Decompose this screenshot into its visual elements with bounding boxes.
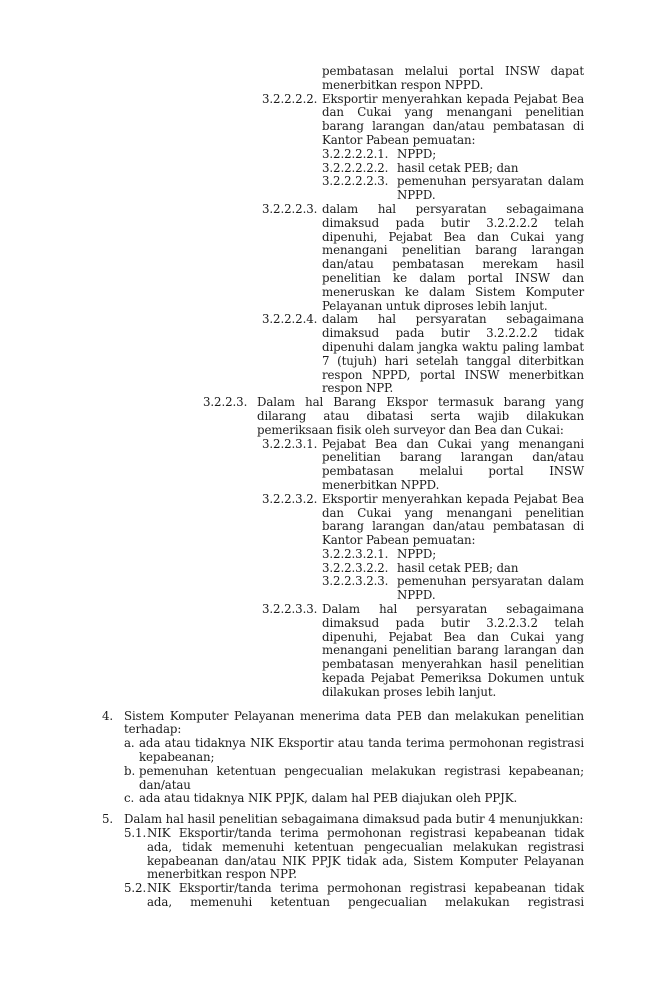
clause-number: 3.2.2.2.2. [262,91,318,106]
clause-number: 3.2.2.3.2.1. [322,546,389,561]
item-4-sublist [124,737,584,806]
clause-text: hasil cetak PEB; dan [397,560,519,575]
item-5-sublist [124,827,584,910]
clause-number: 3.2.2.2.3. [262,201,318,216]
clause-text: pemenuhan persyaratan dalam NPPD. [397,174,584,203]
clause-3-2-2-3-2 [262,493,584,603]
item-number: 5.2. [124,881,147,896]
clause-3-2-2-2-2-2 [322,162,584,176]
clause-3-2-2-2-1-continuation-text: pembatasan melalui portal INSW dapat menerbitkan respon NPPD. [322,64,584,92]
item-text: ada atau tidaknya NIK Eksportir atau tanda terima permohonan registrasi kepabeanan; [139,736,584,765]
clause-text: Eksportir menyerahkan kepada Pejabat Bea dan Cukai yang menangani penelitian barang larangan dan/atau pembatasan di Kantor Pabean pemuatan: [322,91,584,147]
item-text: NIK Eksportir/tanda terima permohonan registrasi kepabeanan tidak ada, memenuhi ketentuan pengecualian melakukan registrasi [147,881,584,910]
item-letter: b. [124,763,136,778]
item-4 [102,710,584,807]
clause-text: Dalam hal persyaratan sebagaimana dimaksud pada butir 3.2.2.3.2 telah dipenuhi, Pejabat Bea dan Cukai yang menangani penelitian barang larangan dan pembatasan menyerahkan hasil penelitian kepada Pejabat Pemeriksa Dokumen untuk dilakukan proses lebih lanjut. [322,602,584,699]
clause-3-2-2-3-2-2 [322,562,584,576]
clause-text: NPPD; [397,546,437,561]
clause-number: 3.2.2.3.2.2. [322,560,389,575]
clause-3-2-2-3-2-3 [322,575,584,603]
clause-number: 3.2.2.3.3. [262,602,318,617]
item-number: 5. [102,812,114,827]
clause-text: Dalam hal Barang Ekspor termasuk barang yang dilarang atau dibatasi serta wajib dilakukan pemeriksaan fisik oleh surveyor dan Bea dan Cukai: [257,395,584,437]
item-number: 4. [102,708,114,723]
clause-text: hasil cetak PEB; dan [397,160,519,175]
item-text: NIK Eksportir/tanda terima permohonan registrasi kepabeanan tidak ada, tidak memenuhi ketentuan pengecualian melakukan registrasi kepabeanan dan/atau NIK PPJK tidak ada, Sistem Komputer Pelayanan menerbitkan respon NPP. [147,826,584,882]
clause-number: 3.2.2.2.4. [262,312,318,327]
page-content [0,65,654,910]
clause-number: 3.2.2.3.2. [262,491,318,506]
clause-text: NPPD; [397,146,437,161]
clause-number: 3.2.2.3.1. [262,436,318,451]
clause-number: 3.2.2.3. [203,395,248,410]
item-text: pemenuhan ketentuan pengecualian melakukan registrasi kepabeanan; dan/atau [139,763,584,792]
item-text: Dalam hal hasil penelitian sebagaimana dimaksud pada butir 4 menunjukkan: [124,812,584,827]
item-letter: c. [124,791,135,806]
clause-list-3-2-2-2-2 [322,148,584,203]
item-5-1 [124,827,584,882]
clause-3-2-2-2-2-1 [322,148,584,162]
clause-list-3-2-2-2 [262,93,584,397]
clause-text: dalam hal persyaratan sebagaimana dimaksud pada butir 3.2.2.2.2 tidak dipenuhi dalam jangka waktu paling lambat 7 (tujuh) hari setelah tanggal diterbitkan respon NPPD, portal INSW menerbitkan respon NPP. [322,312,584,396]
item-5 [102,813,584,910]
clause-number: 3.2.2.2.2.2. [322,160,389,175]
clause-text: dalam hal persyaratan sebagaimana dimaksud pada butir 3.2.2.2.2 telah dipenuhi, Pejabat Bea dan Cukai yang menangani penelitian barang larangan dan/atau pembatasan merekam hasil penelitian ke dalam portal INSW dan meneruskan ke dalam Sistem Komputer Pelayanan untuk diproses lebih lanjut. [322,201,584,313]
item-text: ada atau tidaknya NIK PPJK, dalam hal PEB diajukan oleh PPJK. [139,791,518,806]
item-body [124,710,584,807]
item-4-b [124,765,584,793]
clause-list-3-2-2-3 [262,438,584,700]
clause-number: 3.2.2.2.2.1. [322,146,389,161]
clause-number: 3.2.2.3.2.3. [322,574,389,589]
clause-text: Eksportir menyerahkan kepada Pejabat Bea dan Cukai yang menangani penelitian barang larangan dan/atau pembatasan di Kantor Pabean pemuatan: [322,491,584,548]
clause-3-2-2-3-1 [262,438,584,493]
clause-body [322,493,584,603]
item-text: Sistem Komputer Pelayanan menerima data PEB dan melakukan penelitian terhadap: [124,708,584,737]
clause-3-2-2-2-3 [262,203,584,313]
clause-3-2-2-2-4 [262,313,584,396]
clause-list-3-2-2-3-2 [322,548,584,603]
clause-text: pemenuhan persyaratan dalam NPPD. [397,574,584,603]
item-4-a [124,737,584,765]
clause-3-2-2-2-2 [262,93,584,203]
clause-body [322,93,584,203]
clause-3-2-2-2-2-3 [322,175,584,203]
item-letter: a. [124,736,135,751]
clause-3-2-2-3-2-1 [322,548,584,562]
clause-text: Pejabat Bea dan Cukai yang menangani penelitian barang larangan dan/atau pembatasan melalui portal INSW menerbitkan NPPD. [322,436,584,492]
item-body [124,813,584,910]
item-5-2 [124,882,584,910]
clause-3-2-2-3-3 [262,603,584,700]
clause-3-2-2-3 [203,396,584,700]
clause-body [257,396,584,700]
item-number: 5.1. [124,826,147,841]
clause-number: 3.2.2.2.2.3. [322,174,389,189]
item-4-c [124,792,584,806]
